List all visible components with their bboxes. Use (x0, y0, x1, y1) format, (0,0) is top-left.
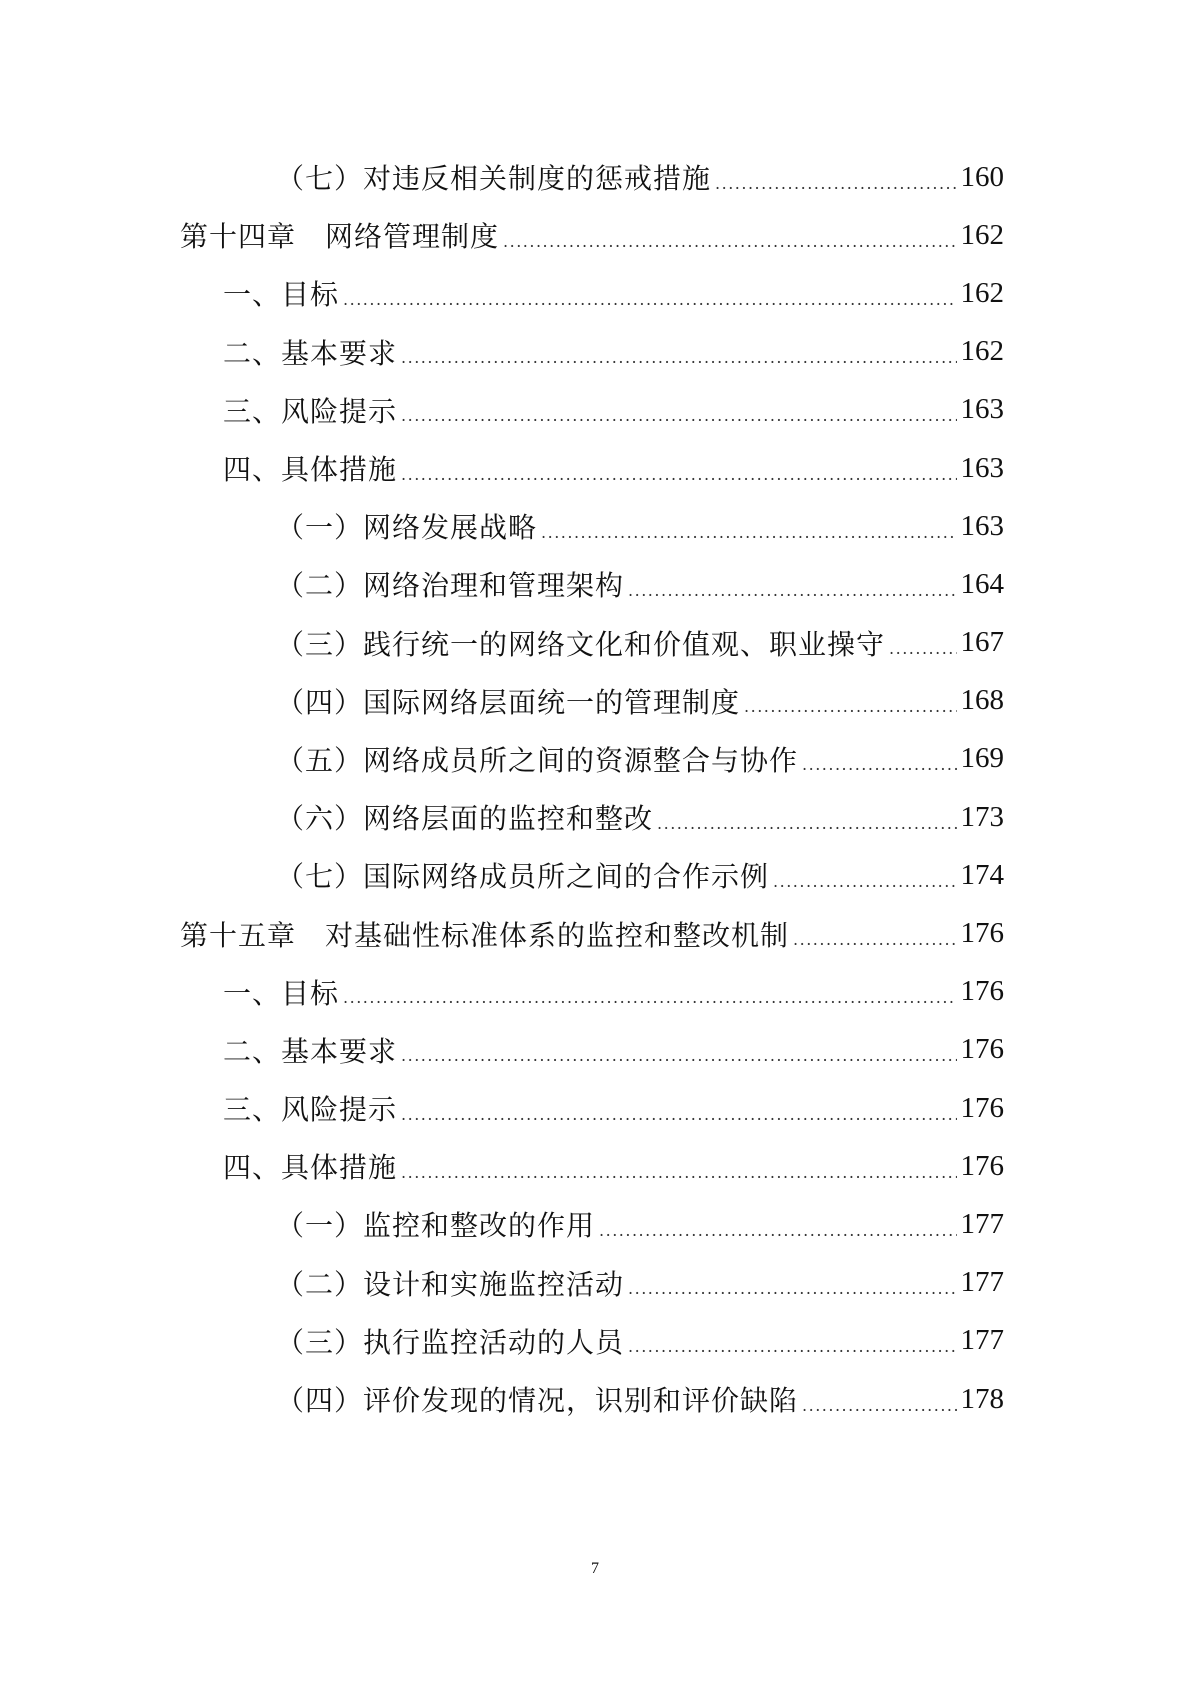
toc-entry-title: 四、具体措施 (223, 1151, 398, 1185)
toc-entry-page: 168 (960, 684, 1004, 717)
toc-entry[interactable] (0, 381, 1190, 439)
toc-entry-row (276, 1370, 1004, 1428)
toc-entry-row (180, 206, 1004, 264)
toc-entry-page: 173 (960, 800, 1004, 833)
dot-leader (628, 1325, 956, 1356)
toc-entry[interactable] (0, 264, 1190, 322)
toc-entry-title: 二、基本要求 (223, 1034, 398, 1068)
toc-entry-row (223, 1079, 1004, 1137)
toc-entry-row (223, 323, 1004, 381)
page-number: 7 (591, 1560, 599, 1577)
dot-leader (541, 511, 956, 542)
toc-entry-title: （三）执行监控活动的人员 (276, 1325, 625, 1359)
toc-entry[interactable] (0, 497, 1190, 555)
toc-entry-title: （二）网络治理和管理架构 (276, 569, 625, 603)
toc-entry[interactable] (0, 846, 1190, 904)
toc-entry-title: 四、具体措施 (223, 453, 398, 487)
dot-leader (744, 685, 956, 716)
toc-entry-page: 176 (960, 917, 1004, 950)
dot-leader (773, 860, 956, 891)
dot-leader (401, 1093, 956, 1124)
toc-entry-title: 三、风险提示 (223, 394, 398, 428)
toc-entry-row (223, 1137, 1004, 1195)
toc-entry-row (276, 672, 1004, 730)
toc-entry-title: （一）网络发展战略 (276, 511, 538, 545)
toc-entry-title: 第十五章 对基础性标准体系的监控和整改机制 (180, 918, 790, 952)
dot-leader (628, 569, 956, 600)
dot-leader (343, 278, 956, 309)
toc-entry-title: 第十四章 网络管理制度 (180, 220, 500, 254)
dot-leader (343, 976, 956, 1007)
dot-leader (802, 743, 956, 774)
dot-leader (793, 918, 956, 949)
toc-entry-title: （四）国际网络层面统一的管理制度 (276, 685, 741, 719)
toc-entry[interactable] (0, 555, 1190, 613)
dot-leader (401, 336, 956, 367)
toc-entry-page: 178 (960, 1382, 1004, 1415)
toc-entry-page: 164 (960, 567, 1004, 600)
toc-entry[interactable] (0, 323, 1190, 381)
toc-entry-row (223, 381, 1004, 439)
toc-entry-row (276, 788, 1004, 846)
toc-entry-page: 163 (960, 393, 1004, 426)
toc-entry-page: 174 (960, 858, 1004, 891)
toc-entry-row (223, 439, 1004, 497)
toc-entry-row (276, 1254, 1004, 1312)
toc-entry[interactable] (0, 788, 1190, 846)
toc-entry[interactable] (0, 614, 1190, 672)
toc-entry[interactable] (0, 1079, 1190, 1137)
toc-entry[interactable] (0, 1021, 1190, 1079)
dot-leader (401, 394, 956, 425)
toc-entry[interactable] (0, 963, 1190, 1021)
toc-entry-page: 176 (960, 975, 1004, 1008)
toc-entry-title: （七）对违反相关制度的惩戒措施 (276, 162, 712, 196)
toc-entry-row (276, 148, 1004, 206)
toc-entry-page: 167 (960, 626, 1004, 659)
toc-entry-row (276, 614, 1004, 672)
toc-entry-row (276, 555, 1004, 613)
toc-entry-page: 162 (960, 218, 1004, 251)
toc-entry[interactable] (0, 672, 1190, 730)
toc-entry[interactable] (0, 206, 1190, 264)
toc-entry-row (276, 497, 1004, 555)
toc-entry-title: （七）国际网络成员所之间的合作示例 (276, 860, 770, 894)
toc-entry-row (223, 1021, 1004, 1079)
toc-entry-title: （三）践行统一的网络文化和价值观、职业操守 (276, 627, 886, 661)
toc-entry-title: 三、风险提示 (223, 1093, 398, 1127)
dot-leader (401, 1151, 956, 1182)
toc-entry-row (276, 1312, 1004, 1370)
toc-entry-page: 177 (960, 1266, 1004, 1299)
toc-entry[interactable] (0, 1370, 1190, 1428)
toc-entry-title: 二、基本要求 (223, 336, 398, 370)
dot-leader (503, 220, 956, 251)
toc-entry-title: （四）评价发现的情况，识别和评价缺陷 (276, 1384, 799, 1418)
toc-entry[interactable] (0, 1137, 1190, 1195)
toc-entry[interactable] (0, 730, 1190, 788)
toc-entry-page: 169 (960, 742, 1004, 775)
toc-entry-title: （六）网络层面的监控和整改 (276, 802, 654, 836)
toc-entry-title: 一、目标 (223, 976, 340, 1010)
toc-entry-row (223, 264, 1004, 322)
toc-entry-row (276, 730, 1004, 788)
toc-entry-page: 176 (960, 1033, 1004, 1066)
toc-entry[interactable] (0, 1312, 1190, 1370)
toc-entry[interactable] (0, 1254, 1190, 1312)
toc-entry-page: 162 (960, 276, 1004, 309)
toc-entry-title: （一）监控和整改的作用 (276, 1209, 596, 1243)
dot-leader (599, 1209, 956, 1240)
toc-entry-page: 162 (960, 335, 1004, 368)
toc-entry-page: 160 (960, 160, 1004, 193)
dot-leader (802, 1384, 956, 1415)
toc-entry[interactable] (0, 904, 1190, 962)
toc-entry-title: （二）设计和实施监控活动 (276, 1267, 625, 1301)
dot-leader (715, 162, 956, 193)
toc-entry-page: 177 (960, 1324, 1004, 1357)
toc-entry-row (223, 963, 1004, 1021)
toc-entry-page: 176 (960, 1091, 1004, 1124)
toc-entry-row (276, 846, 1004, 904)
table-of-contents (0, 148, 1190, 1428)
toc-entry[interactable] (0, 1195, 1190, 1253)
toc-entry-row (180, 904, 1004, 962)
dot-leader (401, 453, 956, 484)
toc-entry[interactable] (0, 148, 1190, 206)
dot-leader (401, 1034, 956, 1065)
dot-leader (889, 627, 956, 658)
toc-entry-page: 177 (960, 1207, 1004, 1240)
dot-leader (628, 1267, 956, 1298)
toc-entry[interactable] (0, 439, 1190, 497)
toc-entry-row (276, 1195, 1004, 1253)
toc-entry-page: 163 (960, 451, 1004, 484)
toc-entry-title: （五）网络成员所之间的资源整合与协作 (276, 743, 799, 777)
toc-entry-title: 一、目标 (223, 278, 340, 312)
toc-entry-page: 163 (960, 509, 1004, 542)
dot-leader (657, 802, 956, 833)
toc-entry-page: 176 (960, 1149, 1004, 1182)
